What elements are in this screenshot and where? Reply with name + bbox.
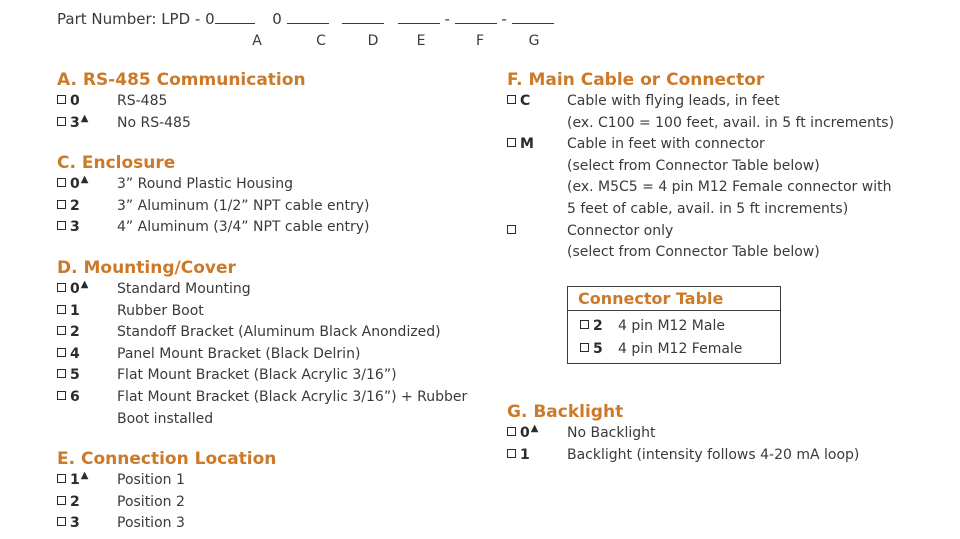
option-desc: Panel Mount Bracket (Black Delrin) [117,345,361,362]
option-row [57,387,468,409]
letter-g: G [528,33,540,49]
option-code: 0▲ [57,174,88,197]
section-main-cable [507,69,895,264]
option-desc: Cable with flying leads, in feet [567,93,780,109]
option-code [507,221,520,243]
option-desc: Connector only [567,222,674,239]
option-row [507,423,656,445]
option-desc: Standard Mounting [117,281,251,297]
letter-a: A [252,33,262,49]
section-title: F. Main Cable or Connector [507,70,765,90]
part-number-fixed-c: 0 [272,10,282,28]
checkbox-icon[interactable] [57,283,66,292]
option-desc: 3” Aluminum (1/2” NPT cable entry) [117,197,370,214]
option-code: 2 [57,322,80,344]
checkbox-icon[interactable] [57,200,66,209]
option-code: 1 [57,301,80,323]
option-desc: (ex. C100 = 100 feet, avail. in 5 ft increments) [567,114,895,131]
option-code: 2 [57,196,80,218]
option-row [507,91,780,113]
section-backlight [507,401,860,466]
option-row [57,279,251,301]
blank-f [455,9,497,24]
option-code: 5 [57,365,80,387]
section-title: C. Enclosure [57,153,176,173]
checkbox-icon[interactable] [57,95,66,104]
default-triangle-icon: ▲ [80,470,89,481]
option-code: 0 [57,91,80,113]
option-desc: 3” Round Plastic Housing [117,176,293,192]
option-row [57,301,236,323]
section-connection-location [57,448,276,535]
blank-g [512,9,554,24]
section-title: A. RS-485 Communication [57,70,306,90]
option-row-continued [507,177,892,199]
section-enclosure [57,152,370,239]
option-row [57,470,276,492]
checkbox-icon[interactable] [580,320,589,329]
option-code: C [507,91,530,113]
option-desc: Backlight (intensity follows 4-20 mA loop) [567,446,860,463]
option-code: 3 [57,217,80,239]
option-row [57,174,293,196]
option-desc: 4” Aluminum (3/4” NPT cable entry) [117,219,370,236]
blank-e [398,9,440,24]
checkbox-icon[interactable] [57,369,66,378]
option-desc: 4 pin M12 Male [618,318,725,334]
part-number-label: Part Number: LPD - 0 [57,10,215,28]
option-desc: Position 2 [117,493,185,510]
section-title: G. Backlight [507,402,624,422]
option-row [57,196,370,218]
checkbox-icon[interactable] [507,138,516,147]
option-row [57,513,276,535]
letter-d: D [367,33,379,49]
checkbox-icon[interactable] [507,427,516,436]
part-number-dash: - [501,10,507,28]
checkbox-icon[interactable] [57,221,66,230]
option-code: 0▲ [57,279,88,302]
option-code: M [507,134,534,156]
option-desc: 5 feet of cable, avail. in 5 ft increments) [567,200,849,217]
checkbox-icon[interactable] [57,178,66,187]
option-desc: Flat Mount Bracket (Black Acrylic 3/16”) [117,367,397,384]
option-desc: (select from Connector Table below) [567,157,820,174]
part-number-dash: - [444,10,450,28]
option-desc: Boot installed [117,410,214,427]
checkbox-icon[interactable] [57,348,66,357]
option-desc: Rubber Boot [117,302,204,319]
option-row [57,113,306,135]
default-triangle-icon: ▲ [80,112,89,124]
option-desc: 4 pin M12 Female [618,341,743,357]
option-code: 3▲ [57,113,88,136]
option-code: 0▲ [507,423,538,446]
option-row-continued [507,199,849,221]
checkbox-icon[interactable] [580,343,589,352]
option-row-continued [57,409,236,431]
letter-e: E [416,33,426,49]
option-row [57,322,441,344]
connector-table-title: Connector Table [568,287,780,311]
option-row [57,217,370,239]
option-code: 2 [57,492,80,514]
checkbox-icon[interactable] [57,326,66,335]
option-desc: Flat Mount Bracket (Black Acrylic 3/16”) + Rubber [117,388,468,405]
blank-d [342,9,384,24]
option-desc: Standoff Bracket (Aluminum Black Anondized) [117,324,441,341]
option-row-continued [507,113,895,135]
part-number-line [57,9,554,28]
option-code: 1▲ [57,470,88,493]
checkbox-icon[interactable] [57,117,66,126]
letter-f: F [475,33,485,49]
option-desc: RS-485 [117,93,168,109]
option-code: 6 [57,387,80,409]
letter-c: C [316,33,326,49]
option-row [507,221,764,243]
option-row-continued [507,156,820,178]
option-code: 3 [57,513,80,535]
option-row [507,445,860,467]
option-code: 2 [580,315,603,337]
checkbox-icon[interactable] [507,225,516,234]
checkbox-icon[interactable] [57,391,66,400]
option-desc: No Backlight [567,425,656,441]
option-desc: (ex. M5C5 = 4 pin M12 Female connector with [567,179,892,196]
option-desc: Position 3 [117,515,185,532]
option-code: 5 [580,338,603,360]
checkbox-icon[interactable] [57,305,66,314]
blank-a [215,9,255,24]
section-mounting [57,257,468,430]
option-desc: Position 1 [117,472,185,488]
connector-table [567,286,781,364]
option-row [57,344,361,366]
option-desc: No RS-485 [117,114,191,131]
option-row [57,492,276,514]
option-code: 4 [57,344,80,366]
checkbox-icon[interactable] [507,95,516,104]
checkbox-icon[interactable] [57,496,66,505]
section-title: D. Mounting/Cover [57,258,236,278]
option-row [507,134,764,156]
option-code: 1 [507,445,530,467]
option-row-continued [507,242,820,264]
checkbox-icon[interactable] [507,449,516,458]
default-triangle-icon: ▲ [80,174,89,185]
blank-c [287,9,329,24]
option-row [57,365,397,387]
section-rs485 [57,69,306,134]
checkbox-icon[interactable] [57,474,66,483]
option-desc: (select from Connector Table below) [567,244,820,261]
default-triangle-icon: ▲ [530,423,539,434]
section-title: E. Connection Location [57,449,277,469]
default-triangle-icon: ▲ [80,279,89,290]
checkbox-icon[interactable] [57,517,66,526]
option-row [57,91,306,113]
option-desc: Cable in feet with connector [567,136,765,153]
